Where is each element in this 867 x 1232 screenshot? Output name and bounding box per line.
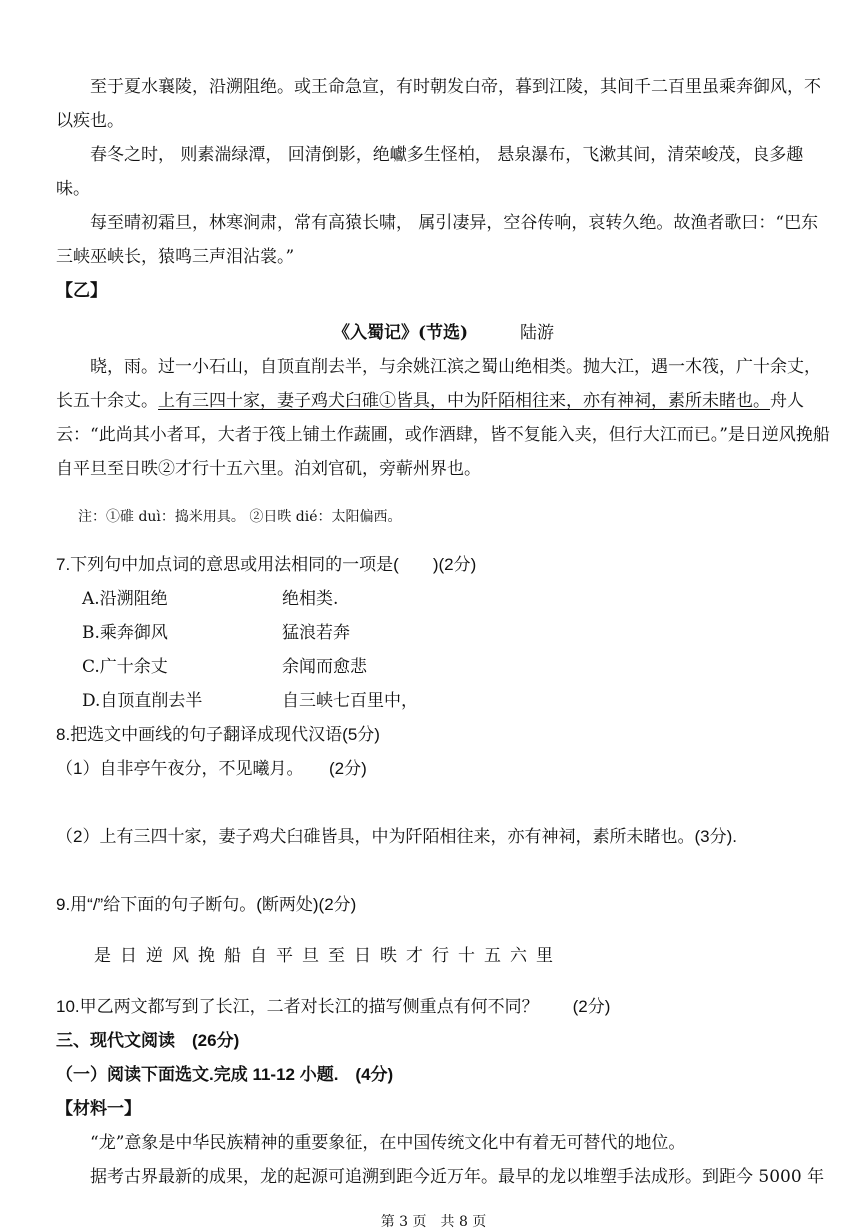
option-right: 绝相类. — [282, 589, 339, 609]
option-right: 自三峡七百里中， — [282, 691, 418, 711]
yi-label: 【乙】 — [56, 281, 107, 301]
question-7-option-c — [82, 650, 831, 684]
option-left: B.乘奔御风 — [82, 623, 168, 643]
jia-paragraph-2: 春冬之时， 则素湍绿潭， 回清倒影，绝巘多生怪柏， 悬泉瀑布，飞漱其间，清荣峻茂，良多趣味。 — [56, 145, 804, 199]
question-9-stem: 9.用“/”给下面的句子断句。(断两处)(2分) — [56, 895, 357, 914]
yi-text-b: 舟人云：“此尚其小者耳，大者于筏上铺土作蔬圃，或作酒肆，皆不复能入夹，但行大江而已。”是日逆风挽船自平旦至日昳②才行十五六里。泊刘官矶，旁蕲州界也。 — [56, 391, 830, 479]
question-7-option-b — [82, 616, 831, 650]
question-7-stem: 7.下列句中加点词的意思或用法相同的一项是( )(2分) — [56, 555, 477, 574]
jia-paragraph-1: 至于夏水襄陵，沿溯阻绝。或王命急宣，有时朝发白帝，暮到江陵，其间千二百里虽乘奔御风，不以疾也。 — [56, 77, 821, 131]
jia-paragraph-3: 每至晴初霜旦，林寒涧肃，常有高猿长啸， 属引凄异，空谷传响，哀转久绝。故渔者歌曰：“巴东三峡巫峡长，猿鸣三声泪沾裳。” — [56, 213, 819, 267]
option-right: 猛浪若奔 — [282, 623, 350, 643]
yi-paragraph — [56, 350, 831, 486]
section-3-heading: 三、现代文阅读 (26分) — [56, 1031, 240, 1050]
material-1-paragraph-1: “龙”意象是中华民族精神的重要象征，在中国传统文化中有着无可替代的地位。 — [90, 1133, 686, 1153]
answer-space — [56, 786, 831, 820]
yi-title: 《入蜀记》(节选) — [332, 323, 469, 343]
option-right: 余闻而愈悲 — [282, 657, 367, 677]
yi-author: 陆游 — [520, 323, 555, 343]
material-1-label: 【材料一】 — [56, 1099, 141, 1118]
question-9-sentence: 是日逆风挽船自平旦至日昳才行十五六里 — [94, 946, 562, 966]
question-7-option-d — [82, 684, 831, 718]
answer-space — [56, 854, 831, 888]
question-7-option-a — [82, 582, 831, 616]
question-8-part-1: （1）自非亭午夜分，不见曦月。 (2分) — [56, 759, 367, 778]
option-left: A.沿溯阻绝 — [82, 589, 168, 609]
question-10-stem: 10.甲乙两文都写到了长江，二者对长江的描写侧重点有何不同？ (2分) — [56, 997, 611, 1016]
yi-underlined-sentence: 上有三四十家，妻子鸡犬臼碓①皆具，中为阡陌相往来，亦有神祠，素所未睹也。 — [158, 391, 770, 411]
yi-text-a: 晓，雨。过一小石山，自顶直削去半，与余姚江滨之蜀山绝相类。抛大江，遇一木筏，广十余丈，长五十余丈。 — [56, 357, 821, 411]
yi-footnote: 注：①碓 duì：捣米用具。 ②日昳 dié：太阳偏西。 — [78, 509, 402, 525]
page-footer: 第 3 页 共 8 页 — [380, 1214, 487, 1230]
option-left: D.自顶直削去半 — [82, 691, 203, 711]
question-8-stem: 8.把选文中画线的句子翻译成现代汉语(5分) — [56, 725, 380, 744]
section-3-subheading: （一）阅读下面选文.完成 11-12 小题. (4分) — [56, 1065, 394, 1084]
yi-title-line — [56, 316, 831, 350]
material-1-paragraph-2: 据考古界最新的成果，龙的起源可追溯到距今近万年。最早的龙以堆塑手法成形。到距今 5000 年 — [90, 1167, 825, 1187]
option-left: C.广十余丈 — [82, 657, 168, 677]
question-8-part-2: （2）上有三四十家，妻子鸡犬臼碓皆具，中为阡陌相往来，亦有神祠，素所未睹也。(3分). — [56, 827, 737, 846]
